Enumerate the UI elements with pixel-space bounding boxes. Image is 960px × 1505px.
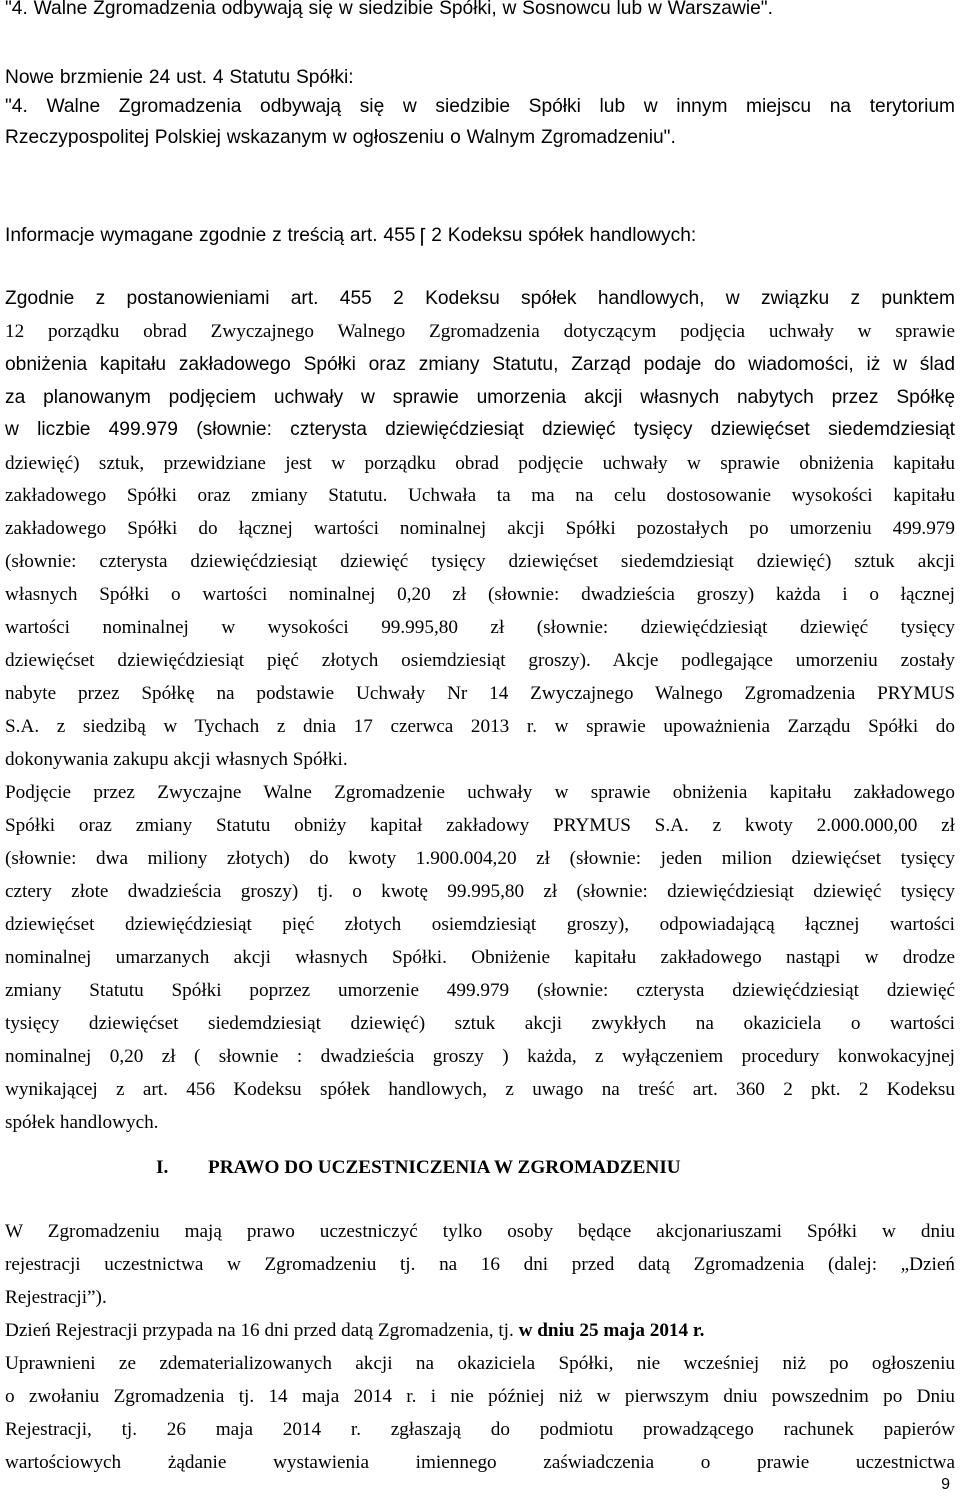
body-line: Zgodnie z postanowieniami art. 455 2 Kodeksu spółek handlowych, w związku z punktem xyxy=(5,288,955,309)
body-line: własnych Spółki o wartości nominalnej 0,20 zł (słownie: dwadzieścia groszy) każda i o łącznej xyxy=(5,584,955,605)
section-line: W Zgromadzeniu mają prawo uczestniczyć tylko osoby będące akcjonariuszami Spółki w dniu xyxy=(5,1221,955,1242)
body-line: (słownie: czterysta dziewięćdziesiąt dziewięć tysięcy dziewięćset siedemdziesiąt dziewięć) sztuk akcji xyxy=(5,551,955,572)
section-heading xyxy=(156,1157,681,1179)
section-line: wartościowych żądanie wystawienia imiennego zaświadczenia o prawie uczestnictwa xyxy=(5,1452,955,1473)
info-heading xyxy=(5,224,955,250)
info-heading-part-1: Informacje wymagane zgodnie z treścią art. 455 xyxy=(5,225,416,246)
section-line-registration xyxy=(5,1319,955,1345)
section-line: Rejestracji”). xyxy=(5,1287,107,1308)
section-line: o zwołaniu Zgromadzenia tj. 14 maja 2014 r. i nie później niż w pierwszym dniu powszednim po Dniu xyxy=(5,1386,955,1407)
body-line: dziewięć) sztuk, przewidziane jest w porządku obrad podjęcie uchwały w sprawie obniżenia kapitału xyxy=(5,453,955,474)
page-number: 9 xyxy=(941,1476,950,1493)
section-title: PRAWO DO UCZESTNICZENIA W ZGROMADZENIU xyxy=(208,1157,681,1178)
intro-new-text-line-1: "4. Walne Zgromadzenia odbywają się w siedzibie Spółki lub w innym miejscu na terytorium xyxy=(5,96,955,117)
body-line: spółek handlowych. xyxy=(5,1112,159,1133)
registration-date: w dniu 25 maja 2014 r. xyxy=(518,1320,705,1341)
body-line: wynikającej z art. 456 Kodeksu spółek handlowych, z uwago na treść art. 360 2 pkt. 2 Kodeksu xyxy=(5,1079,955,1100)
body-line: nominalnej umarzanych akcji własnych Spółki. Obniżenie kapitału zakładowego nastąpi w drodze xyxy=(5,947,955,968)
intro-new-label: Nowe brzmienie 24 ust. 4 Statutu Spółki: xyxy=(5,67,354,88)
body-line: 12 porządku obrad Zwyczajnego Walnego Zgromadzenia dotyczącym podjęcia uchwały w sprawie xyxy=(5,321,955,342)
body-line: nominalnej 0,20 zł ( słownie : dwadzieścia groszy ) każda, z wyłączeniem procedury konwokacyjnej xyxy=(5,1046,955,1067)
body-line: zmiany Statutu Spółki poprzez umorzenie 499.979 (słownie: czterysta dziewięćdziesiąt dziewięć xyxy=(5,980,955,1001)
body-line: cztery złote dwadzieścia groszy) tj. o kwotę 99.995,80 zł (słownie: dziewięćdziesiąt dziewięć tysięcy xyxy=(5,881,955,902)
section-line: Uprawnieni ze zdematerializowanych akcji na okaziciela Spółki, nie wcześniej niż po ogłoszeniu xyxy=(5,1353,955,1374)
body-line: dziewięćset dziewięćdziesiąt pięć złotych osiemdziesiąt groszy), odpowiadającą łącznej wartości xyxy=(5,914,955,935)
body-line: zakładowego Spółki do łącznej wartości nominalnej akcji Spółki pozostałych po umorzeniu 499.979 xyxy=(5,518,955,539)
intro-old-text: "4. Walne Zgromadzenia odbywają się w siedzibie Spółki, w Sosnowcu lub w Warszawie". xyxy=(5,0,773,19)
body-line: w liczbie 499.979 (słownie: czterysta dziewięćdziesiąt dziewięć tysięcy dziewięćset siedemdziesiąt xyxy=(5,419,955,440)
body-line: obniżenia kapitału zakładowego Spółki oraz zmiany Statutu, Zarząd podaje do wiadomości, iż w ślad xyxy=(5,354,955,375)
body-line: (słownie: dwa miliony złotych) do kwoty 1.900.004,20 zł (słownie: jeden milion dziewięćset tysięcy xyxy=(5,848,955,869)
section-line: Rejestracji, tj. 26 maja 2014 r. zgłaszają do podmiotu prowadzącego rachunek papierów xyxy=(5,1419,955,1440)
body-line: wartości nominalnej w wysokości 99.995,80 zł (słownie: dziewięćdziesiąt dziewięć tysięcy xyxy=(5,617,955,638)
intro-new-text-line-2: Rzeczypospolitej Polskiej wskazanym w ogłoszeniu o Walnym Zgromadzeniu". xyxy=(5,127,676,148)
body-line: nabyte przez Spółkę na podstawie Uchwały Nr 14 Zwyczajnego Walnego Zgromadzenia PRYMUS xyxy=(5,683,955,704)
section-sign-icon: ⌈ xyxy=(419,226,428,248)
body-line: tysięcy dziewięćset siedemdziesiąt dziewięć) sztuk akcji zwykłych na okaziciela o wartości xyxy=(5,1013,955,1034)
registration-text: Dzień Rejestracji przypada na 16 dni przed datą Zgromadzenia, tj. xyxy=(5,1320,519,1341)
body-line: za planowanym podjęciem uchwały w sprawie umorzenia akcji własnych nabytych przez Spółkę xyxy=(5,387,955,408)
body-line: dokonywania zakupu akcji własnych Spółki. xyxy=(5,749,348,770)
body-line: dziewięćset dziewięćdziesiąt pięć złotych osiemdziesiąt groszy). Akcje podlegające umorzeniu zostały xyxy=(5,650,955,671)
section-line: rejestracji uczestnictwa w Zgromadzeniu tj. na 16 dni przed datą Zgromadzenia (dalej: „Dzień xyxy=(5,1254,955,1275)
section-number: I. xyxy=(156,1157,169,1178)
body-line: Spółki oraz zmiany Statutu obniży kapitał zakładowy PRYMUS S.A. z kwoty 2.000.000,00 zł xyxy=(5,815,955,836)
body-line: zakładowego Spółki oraz zmiany Statutu. Uchwała ta ma na celu dostosowanie wysokości kapitału xyxy=(5,485,955,506)
body-line: S.A. z siedzibą w Tychach z dnia 17 czerwca 2013 r. w sprawie upoważnienia Zarządu Spółki do xyxy=(5,716,955,737)
info-heading-part-2: 2 Kodeksu spółek handlowych: xyxy=(431,225,697,246)
body-line: Podjęcie przez Zwyczajne Walne Zgromadzenie uchwały w sprawie obniżenia kapitału zakładowego xyxy=(5,782,955,803)
